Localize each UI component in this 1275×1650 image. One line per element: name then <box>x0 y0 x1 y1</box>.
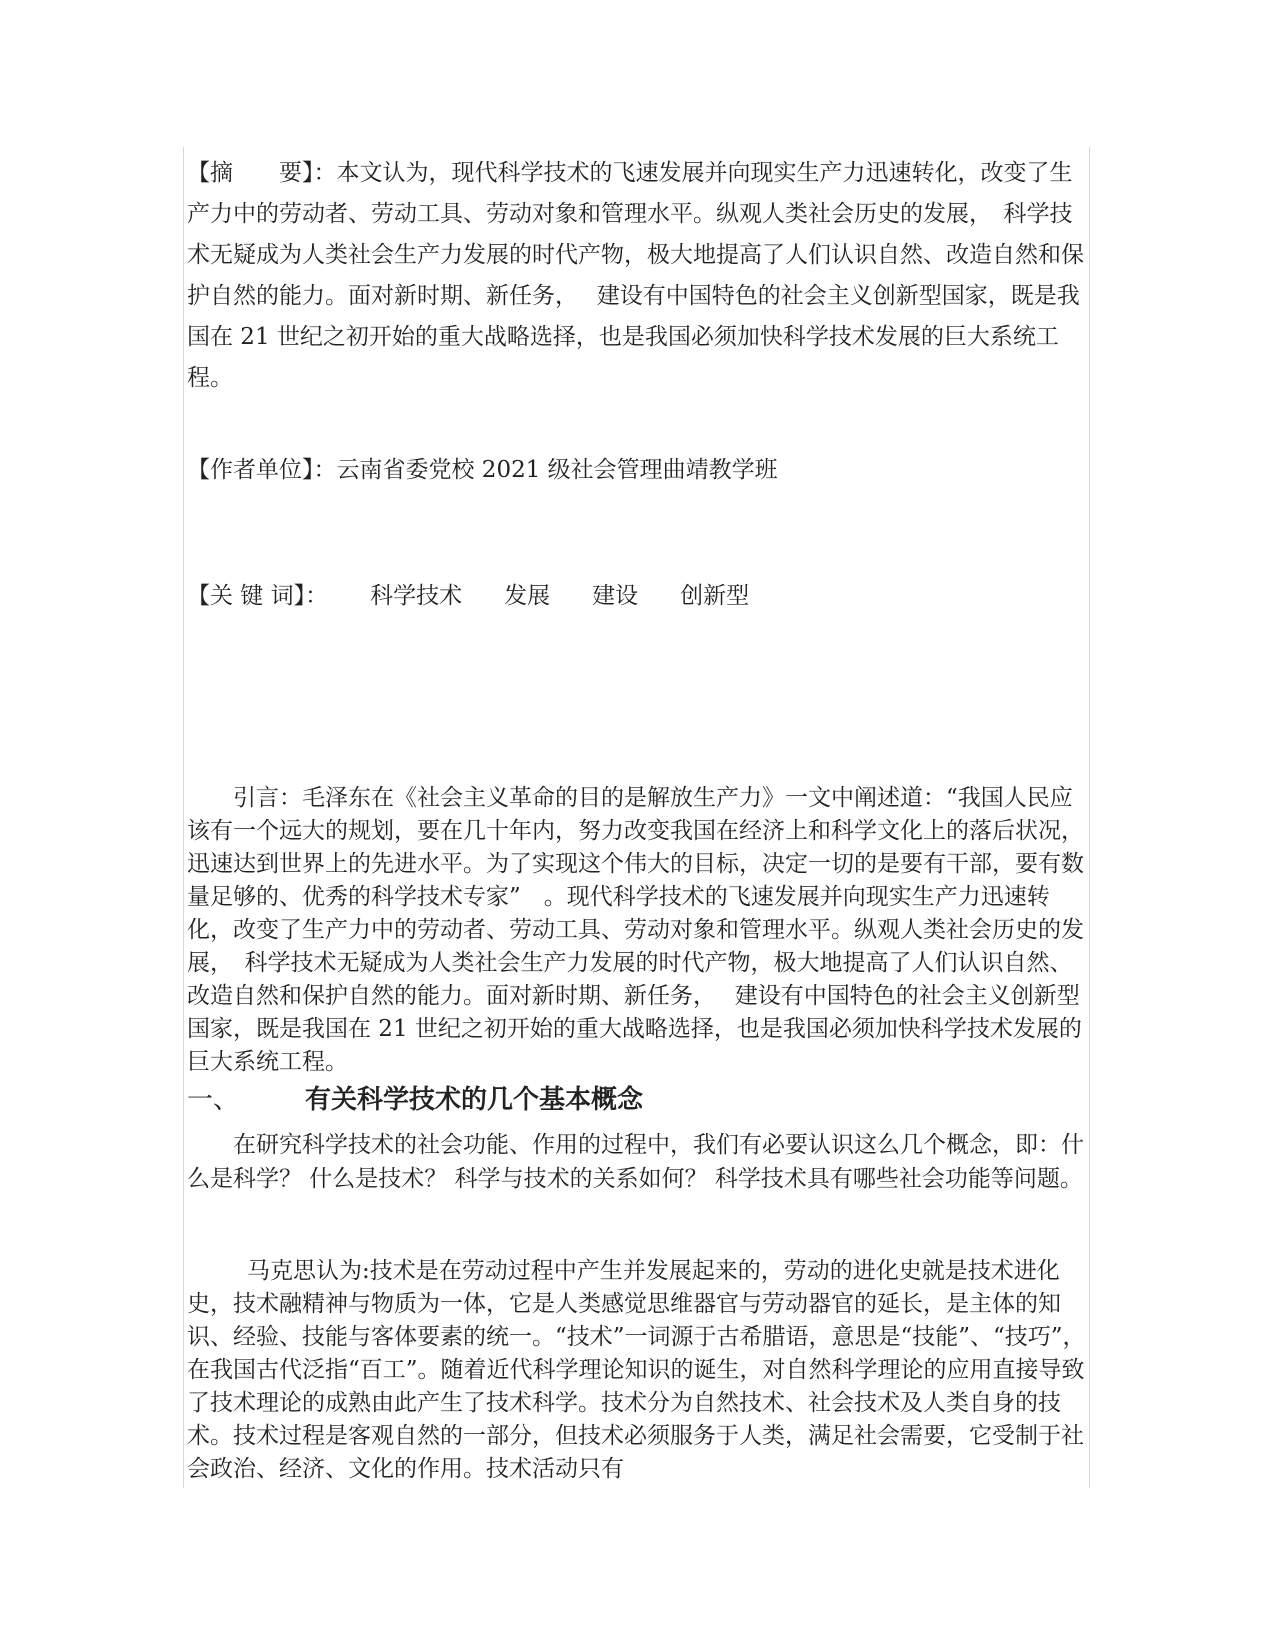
abstract-paragraph <box>187 153 1087 399</box>
section-heading <box>187 1082 643 1118</box>
keyword: 发展 <box>504 583 551 609</box>
abstract-text: 本文认为，现代科学技术的飞速发展并向现实生产力迅速转化，改变了生产力中的劳动者、劳动工具、劳动对象和管理水平。纵观人类社会历史的发展， 科学技术无疑成为人类社会生产力发展的时代产物，极大地提高了人们认识自然、改造自然和保护自然的能力。面对新时期、新任务， 建设有中国特色的社会主义创新型国家，既是我国在 21 世纪之初开始的重大战略选择，也是我国必须加快科学技术发展的巨大系统工程。 <box>187 160 1084 391</box>
abstract-label: 【摘 要】： <box>187 160 337 186</box>
keywords <box>187 578 1087 614</box>
keyword: 建设 <box>592 583 639 609</box>
author-label: 【作者单位】： <box>187 457 337 483</box>
keyword: 科学技术 <box>370 583 463 609</box>
author-text: 云南省委党校 2021 级社会管理曲靖教学班 <box>336 457 778 483</box>
body-paragraph: 马克思认为:技术是在劳动过程中产生并发展起来的，劳动的进化史就是技术进化史，技术融精神与物质为一体，它是人类感觉思维器官与劳动器官的延长，是主体的知识、经验、技能与客体要素的统一。“技术”一词源于古希腊语，意思是“技能”、“技巧”，在我国古代泛指“百工”。随着近代科学理论知识的诞生，对自然科学理论的应用直接导致了技术理论的成熟由此产生了技术科学。技术分为自然技术、社会技术及人类自身的技术。技术过程是客观自然的一部分，但技术必须服务于人类，满足社会需要，它受制于社会政治、经济、文化的作用。技术活动只有 <box>187 1258 1086 1482</box>
page-border-left <box>183 147 184 1488</box>
body-paragraph: 在研究科学技术的社会功能、作用的过程中，我们有必要认识这么几个概念，即：什么是科学？ 什么是技术？ 科学与技术的关系如何？ 科学技术具有哪些社会功能等问题。 <box>187 1132 1084 1192</box>
section-title: 有关科学技术的几个基本概念 <box>305 1085 644 1115</box>
author-unit <box>187 452 1087 488</box>
page-border-right <box>1089 147 1090 1488</box>
keyword: 创新型 <box>680 583 750 609</box>
intro-paragraph: 引言：毛泽东在《社会主义革命的目的是解放生产力》一文中阐述道：“我国人民应该有一个远大的规划，要在几十年内，努力改变我国在经济上和科学文化上的落后状况，迅速达到世界上的先进水平。为了实现这个伟大的目标，决定一切的是要有干部，要有数量足够的、优秀的科学技术专家” 。现代科学技术的飞速发展并向现实生产力迅速转化，改变了生产力中的劳动者、劳动工具、劳动对象和管理水平。纵观人类社会历史的发展， 科学技术无疑成为人类社会生产力发展的时代产物，极大地提高了人们认识自然、改造自然和保护自然的能力。面对新时期、新任务， 建设有中国特色的社会主义创新型国家，既是我国在 21 世纪之初开始的重大战略选择，也是我国必须加快科学技术发展的巨大系统工程。 <box>187 785 1084 1075</box>
keywords-label: 【关 键 词】： <box>187 583 329 609</box>
section-number: 一、 <box>187 1085 240 1115</box>
